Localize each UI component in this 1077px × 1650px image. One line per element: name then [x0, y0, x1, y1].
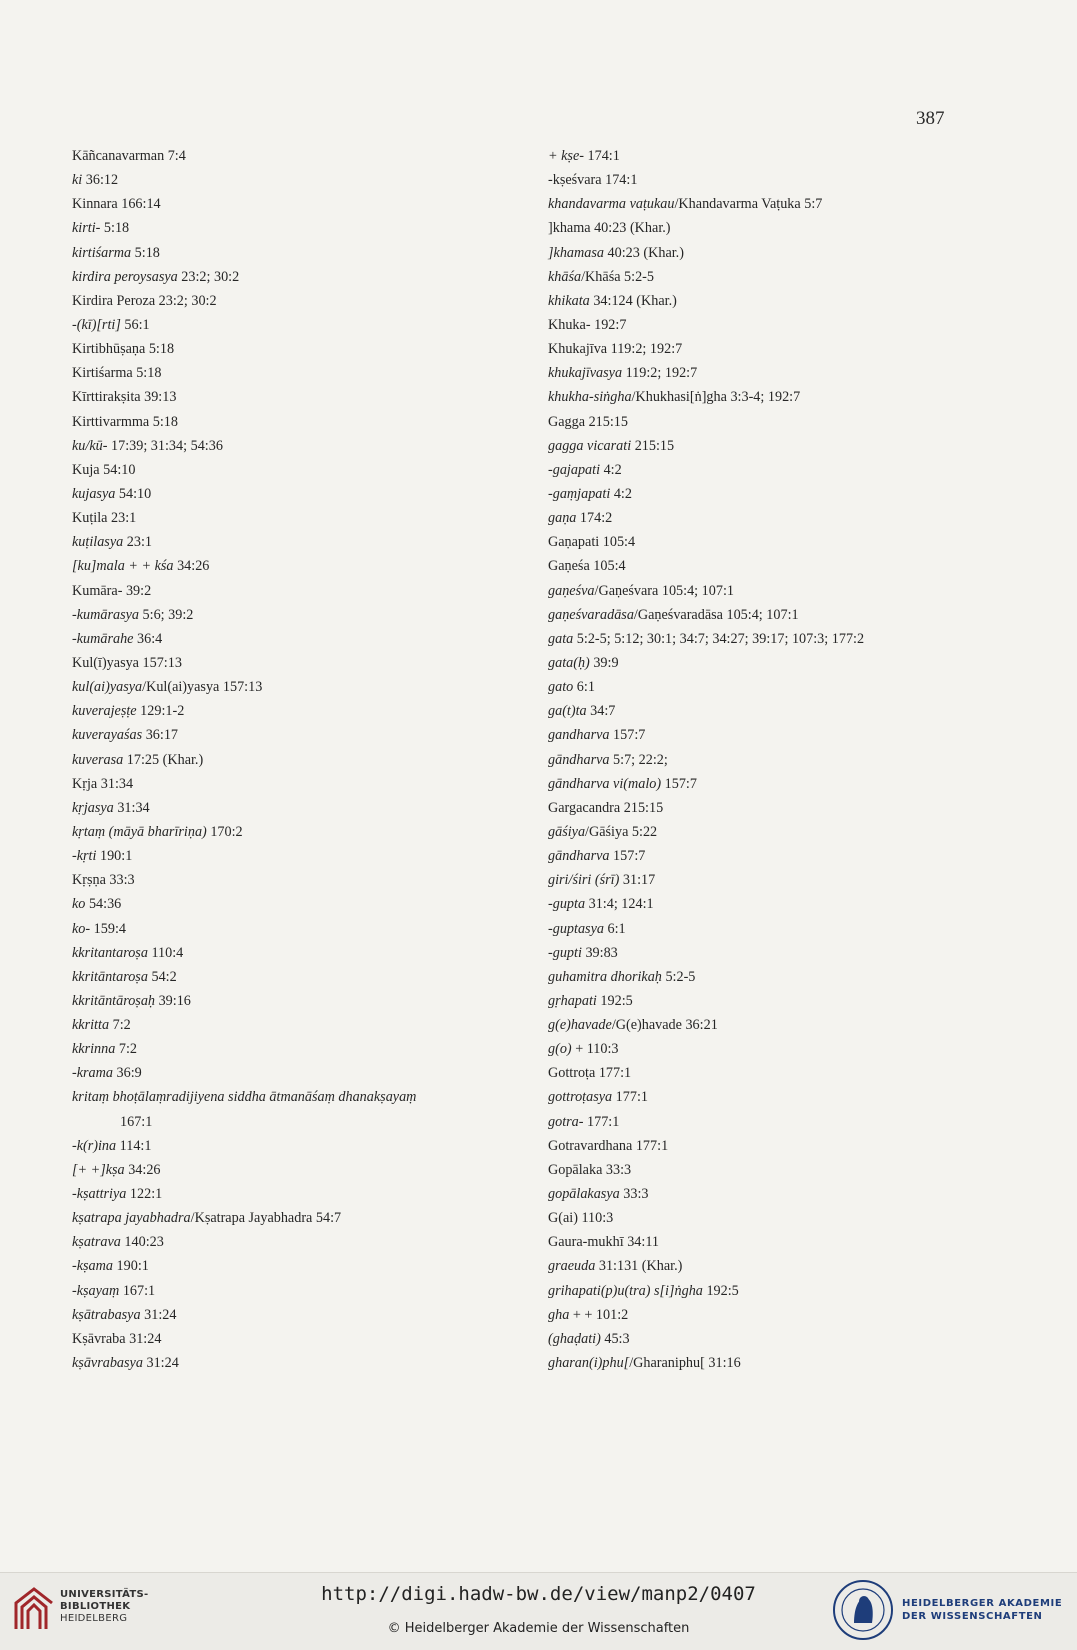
index-reference: 4:2 [600, 461, 622, 478]
index-term: gāśiya [548, 823, 586, 840]
index-entry [72, 675, 502, 699]
index-entry [548, 241, 968, 265]
index-reference: 34:124 (Khar.) [589, 292, 677, 309]
index-term: kirtiśarma [72, 244, 132, 261]
index-term: -(kī)[rti] [72, 316, 121, 333]
index-term: -k(r)ina [72, 1137, 117, 1154]
index-term: g(o) [548, 1041, 572, 1058]
index-reference: Kirdira Peroza 23:2; 30:2 [72, 292, 217, 309]
index-entry [72, 748, 502, 772]
index-entry [548, 337, 968, 361]
index-term: ki [72, 172, 83, 189]
index-term: kkritāntaroṣa [72, 968, 148, 985]
index-reference: Kirtiśarma 5:18 [72, 365, 162, 382]
index-reference: 215:15 [631, 437, 675, 454]
index-term: khandavarma vaṭukau [548, 196, 675, 213]
index-reference: 122:1 [126, 1186, 163, 1203]
index-entry [548, 627, 968, 651]
index-entry [548, 1061, 968, 1085]
index-entry [548, 796, 968, 820]
index-entry [72, 1327, 502, 1351]
index-reference: /G(e)havade 36:21 [611, 1017, 718, 1034]
index-term: g(e)havade [548, 1017, 612, 1034]
index-term: khukajīvasya [548, 365, 623, 382]
index-reference: 114:1 [116, 1137, 152, 1154]
index-entry [72, 1061, 502, 1085]
index-term: khikata [548, 292, 590, 309]
index-reference: Gagga 215:15 [548, 413, 628, 430]
index-entry [548, 1327, 968, 1351]
index-entry [72, 868, 502, 892]
index-reference: 5:18 [100, 220, 130, 237]
page-url-link[interactable]: http://digi.hadw-bw.de/view/manp2/0407 [321, 1583, 756, 1605]
index-reference: Khukajīva 119:2; 192:7 [548, 341, 683, 358]
index-reference: Kṣāvraba 31:24 [72, 1330, 162, 1347]
index-reference: Gopālaka 33:3 [548, 1161, 632, 1178]
index-entry [72, 1254, 502, 1278]
index-entry [72, 1279, 502, 1303]
index-reference: 190:1 [96, 848, 133, 865]
index-reference: 177:1 [612, 1089, 648, 1106]
index-reference: -kṣeśvara 174:1 [548, 172, 638, 189]
index-entry [548, 385, 968, 409]
index-reference: /Gaṇeśvara 105:4; 107:1 [594, 582, 734, 599]
index-reference: /Khandavarma Vaṭuka 5:7 [674, 196, 823, 213]
index-reference: 23:1 [123, 534, 153, 551]
index-term: kkritantaroṣa [72, 944, 148, 961]
index-reference: 31:131 (Khar.) [595, 1258, 683, 1275]
index-term: kritaṃ bhoṭālaṃradijiyena siddha ātmanāśaṃ dhanakṣayaṃ [72, 1089, 417, 1106]
index-reference: 119:2; 192:7 [622, 365, 698, 382]
index-term: -kumārahe [72, 630, 134, 647]
index-entry [548, 168, 968, 192]
library-name-line: HEIDELBERG [60, 1613, 128, 1624]
index-entry [548, 313, 968, 337]
index-reference: 54:10 [115, 485, 152, 502]
index-reference: Kīrttirakṣita 39:13 [72, 389, 177, 406]
index-reference: /Khāśa 5:2-5 [581, 268, 655, 285]
index-term: gata [548, 630, 574, 647]
index-reference: 31:4; 124:1 [585, 896, 654, 913]
index-term: kujasya [72, 485, 116, 502]
index-reference: 34:26 [173, 558, 210, 575]
index-reference: 39:16 [155, 992, 191, 1009]
index-entry [72, 941, 502, 965]
page-number: 387 [916, 108, 945, 129]
index-term: giri/śiri (śrī) [548, 872, 620, 889]
index-term: + kṣe- [548, 148, 584, 164]
index-reference: 5:18 [131, 244, 160, 261]
index-entry [548, 1279, 968, 1303]
index-reference: 192:5 [702, 1282, 739, 1299]
index-entry [72, 965, 502, 989]
index-term: gaṇeśva [548, 582, 595, 599]
index-entry [72, 627, 502, 651]
index-term: gṛhapati [548, 992, 597, 1009]
index-reference: 39:83 [581, 944, 618, 961]
index-reference: 167:1 [119, 1282, 156, 1299]
index-entry [548, 1158, 968, 1182]
index-reference: 7:2 [109, 1017, 131, 1034]
index-term: kkrinna [72, 1041, 116, 1058]
index-entry [72, 1206, 502, 1230]
index-entry [72, 1158, 502, 1182]
index-term: gottroṭasya [548, 1089, 613, 1106]
index-entry [548, 651, 968, 675]
index-entry [72, 1013, 502, 1037]
index-entry [72, 168, 502, 192]
index-entry [548, 1351, 968, 1375]
index-reference: 174:1 [583, 148, 620, 164]
index-entry [72, 820, 502, 844]
index-term: [+ +]kṣa [72, 1161, 125, 1178]
index-reference: Kṛṣṇa 33:3 [72, 872, 135, 889]
index-entry [548, 1037, 968, 1061]
index-term: gha [548, 1306, 570, 1323]
academy-name [902, 1597, 1062, 1623]
index-reference: 5:2-5 [661, 968, 696, 985]
index-entry [72, 410, 502, 434]
index-reference: Khuka- 192:7 [548, 316, 627, 333]
index-entry [548, 506, 968, 530]
index-term: gato [548, 679, 574, 696]
index-entry [548, 1013, 968, 1037]
index-term: kṛjasya [72, 799, 114, 816]
index-entry [548, 216, 968, 240]
index-term: ]khamasa [548, 244, 604, 261]
index-entry [548, 989, 968, 1013]
index-term: kirdira peroysasya [72, 268, 178, 285]
index-term: -gajapati [548, 461, 601, 478]
index-entry [72, 337, 502, 361]
index-entry [548, 892, 968, 916]
index-reference: 157:7 [661, 775, 697, 792]
index-reference: 159:4 [90, 920, 126, 937]
index-reference: 167:1 [120, 1113, 153, 1130]
index-term: gāndharva [548, 848, 610, 865]
index-term: -kṣama [72, 1258, 113, 1275]
index-entry [548, 289, 968, 313]
index-term: -guptasya [548, 920, 604, 937]
index-reference: 45:3 [600, 1330, 630, 1347]
index-term: -kṣattriya [72, 1186, 127, 1203]
index-reference: 31:24 [140, 1306, 177, 1323]
index-reference: Gaura-mukhī 34:11 [548, 1234, 659, 1251]
index-term: (ghaḍati) [548, 1330, 601, 1347]
index-entry [548, 699, 968, 723]
index-term: gata(ḥ) [548, 654, 590, 671]
academy-seal-icon [832, 1579, 894, 1641]
index-entry [548, 917, 968, 941]
index-reference: /Kul(ai)yasya 157:13 [142, 679, 263, 696]
index-term: -kṣayaṃ [72, 1282, 120, 1299]
index-entry [548, 748, 968, 772]
index-reference: 4:2 [610, 485, 632, 502]
index-term: [ku]mala + + kśa [72, 558, 174, 575]
index-entry [548, 1230, 968, 1254]
index-entry [548, 410, 968, 434]
index-entry [72, 603, 502, 627]
index-entry [548, 941, 968, 965]
index-term: -gupta [548, 896, 586, 913]
index-reference: 174:2 [576, 510, 613, 527]
index-reference: 31:24 [142, 1355, 179, 1372]
index-entry [548, 1110, 968, 1134]
index-entry [548, 1085, 968, 1109]
index-reference: /Gharaniphu[ 31:16 [629, 1355, 741, 1372]
index-reference: 36:17 [142, 727, 179, 744]
index-term: kkritāntāroṣaḥ [72, 992, 156, 1009]
index-term: gotra- [548, 1113, 584, 1130]
index-term: gharan(i)phu[ [548, 1355, 630, 1372]
index-term: gaṇa [548, 510, 577, 527]
index-entry [548, 868, 968, 892]
index-entry [548, 603, 968, 627]
index-entry [72, 892, 502, 916]
index-reference: 40:23 (Khar.) [603, 244, 684, 261]
index-reference: /Khukhasi[ṅ]gha 3:3-4; 192:7 [631, 389, 801, 406]
index-reference: 39:9 [589, 654, 619, 671]
copyright-notice: © Heidelberger Akademie der Wissenschaften [387, 1621, 690, 1636]
index-term: khāśa [548, 268, 582, 285]
index-reference: 33:3 [619, 1186, 649, 1203]
index-reference: /Kṣatrapa Jayabhadra 54:7 [190, 1210, 342, 1227]
index-term: kṣāvrabasya [72, 1355, 143, 1372]
index-term: ku/kū- [72, 437, 108, 454]
index-entry [72, 361, 502, 385]
index-entry [72, 651, 502, 675]
index-entry [548, 1182, 968, 1206]
index-entry [548, 458, 968, 482]
index-term: guhamitra dhorikaḥ [548, 968, 662, 985]
index-reference: 54:2 [147, 968, 177, 985]
index-term: grihapati(p)u(tra) s[i]ṅgha [548, 1282, 703, 1299]
index-entry [72, 554, 502, 578]
index-entry [72, 1037, 502, 1061]
index-entry [72, 385, 502, 409]
index-entry [72, 241, 502, 265]
index-reference: 157:7 [609, 727, 646, 744]
index-reference: + + 101:2 [569, 1306, 629, 1323]
index-reference: 5:2-5; 5:12; 30:1; 34:7; 34:27; 39:17; 107:3; 177:2 [573, 630, 865, 647]
index-reference: Kirttivarmma 5:18 [72, 413, 178, 430]
index-reference: Gaṇapati 105:4 [548, 534, 636, 551]
index-term: kṣatrava [72, 1234, 121, 1251]
index-term: gopālakasya [548, 1186, 620, 1203]
index-reference: Kuja 54:10 [72, 461, 136, 478]
index-reference: Gargacandra 215:15 [548, 799, 664, 816]
index-reference: Kṛja 31:34 [72, 775, 134, 792]
index-reference: Kāñcanavarman 7:4 [72, 148, 186, 164]
index-term: kkritta [72, 1017, 110, 1034]
index-reference: G(ai) 110:3 [548, 1210, 614, 1227]
academy-name-line: DER WISSENSCHAFTEN [902, 1611, 1043, 1622]
index-reference: /Gaṇeśvaradāsa 105:4; 107:1 [633, 606, 799, 623]
index-entry [72, 1134, 502, 1158]
index-column-left [72, 144, 502, 1375]
index-term: kuṭilasya [72, 534, 124, 551]
index-reference: Gaṇeśa 105:4 [548, 558, 626, 575]
index-reference: 23:2; 30:2 [177, 268, 240, 285]
index-term: -gaṃjapati [548, 485, 611, 502]
index-reference: 129:1-2 [136, 703, 185, 720]
index-entry [72, 434, 502, 458]
index-reference: 6:1 [573, 679, 595, 696]
index-entry [548, 965, 968, 989]
index-entry [548, 1206, 968, 1230]
index-reference: 54:36 [85, 896, 122, 913]
index-entry [548, 144, 968, 168]
index-reference: 36:4 [133, 630, 163, 647]
index-reference: 36:9 [112, 1065, 142, 1082]
index-entry [548, 434, 968, 458]
index-entry [72, 989, 502, 1013]
index-term: kul(ai)yasya [72, 679, 143, 696]
index-reference: 36:12 [82, 172, 119, 189]
index-reference: 5:6; 39:2 [138, 606, 194, 623]
library-name-line: BIBLIOTHEK [60, 1601, 131, 1612]
index-term: ko [72, 896, 86, 913]
index-reference: 177:1 [583, 1113, 620, 1130]
index-entry [72, 289, 502, 313]
index-reference: Gotravardhana 177:1 [548, 1137, 669, 1154]
index-reference: Kuṭila 23:1 [72, 510, 137, 527]
index-entry [548, 554, 968, 578]
index-entry [72, 579, 502, 603]
index-entry [72, 216, 502, 240]
index-entry [548, 820, 968, 844]
index-reference: 157:7 [609, 848, 646, 865]
academy-name-line: HEIDELBERGER AKADEMIE [902, 1598, 1063, 1609]
index-entry [72, 1351, 502, 1375]
index-entry [72, 482, 502, 506]
index-reference: 34:7 [586, 703, 616, 720]
index-entry [72, 1085, 502, 1109]
index-reference: Kumāra- 39:2 [72, 582, 152, 599]
index-reference: 140:23 [120, 1234, 164, 1251]
index-term: kuverasa [72, 751, 124, 768]
index-entry [72, 192, 502, 216]
index-reference: 17:25 (Khar.) [123, 751, 204, 768]
index-entry [548, 530, 968, 554]
index-entry [72, 458, 502, 482]
index-entry [548, 192, 968, 216]
index-entry [548, 265, 968, 289]
viewer-footer [0, 1572, 1077, 1650]
index-entry [72, 1110, 502, 1134]
index-entry [72, 1230, 502, 1254]
index-entry [548, 1303, 968, 1327]
index-term: kṣātrabasya [72, 1306, 141, 1323]
index-reference: 56:1 [120, 316, 150, 333]
index-term: khukha-siṅgha [548, 389, 632, 406]
index-entry [548, 361, 968, 385]
index-term: gāndharva [548, 751, 610, 768]
index-entry [72, 313, 502, 337]
index-term: gagga vicarati [548, 437, 632, 454]
index-reference: 6:1 [603, 920, 626, 937]
index-term: ko- [72, 920, 91, 937]
index-term: ga(t)ta [548, 703, 587, 720]
index-term: graeuda [548, 1258, 596, 1275]
index-term: kṛtaṃ (māyā bharīriṇa) [72, 823, 207, 840]
index-reference: 17:39; 31:34; 54:36 [107, 437, 223, 454]
index-reference: /Gāśiya 5:22 [585, 823, 658, 840]
index-reference: 5:7; 22:2; [609, 751, 668, 768]
index-reference: + 110:3 [571, 1041, 619, 1058]
index-entry [72, 917, 502, 941]
index-reference: ]khama 40:23 (Khar.) [548, 220, 671, 237]
index-entry [548, 1134, 968, 1158]
index-entry [548, 1254, 968, 1278]
index-reference: Gottroṭa 177:1 [548, 1065, 632, 1082]
index-reference: 192:5 [596, 992, 633, 1009]
index-reference: 170:2 [206, 823, 243, 840]
index-term: -gupti [548, 944, 582, 961]
index-entry [72, 723, 502, 747]
index-entry [72, 844, 502, 868]
index-term: -kṛti [72, 848, 97, 865]
library-name-line: UNIVERSITÄTS- [60, 1589, 149, 1600]
index-entry [72, 1182, 502, 1206]
index-term: -krama [72, 1065, 113, 1082]
index-entry [72, 530, 502, 554]
index-entry [72, 772, 502, 796]
index-entry [72, 144, 502, 168]
index-entry [72, 796, 502, 820]
index-column-right [548, 144, 968, 1375]
index-entry [548, 675, 968, 699]
index-entry [548, 579, 968, 603]
index-reference: 34:26 [124, 1161, 161, 1178]
index-entry [548, 723, 968, 747]
index-term: kirti- [72, 220, 101, 237]
index-reference: 31:17 [619, 872, 656, 889]
index-term: gandharva [548, 727, 610, 744]
index-reference: Kinnara 166:14 [72, 196, 161, 213]
index-entry [72, 699, 502, 723]
index-reference: 7:2 [115, 1041, 138, 1058]
index-reference: Kul(ī)yasya 157:13 [72, 654, 182, 671]
index-term: gāndharva vi(malo) [548, 775, 662, 792]
index-entry [548, 772, 968, 796]
index-entry [548, 844, 968, 868]
index-reference: Kirtibhūṣaṇa 5:18 [72, 341, 175, 358]
index-reference: 31:34 [113, 799, 150, 816]
index-reference: 190:1 [112, 1258, 149, 1275]
index-term: kuverayaśas [72, 727, 143, 744]
index-entry [72, 265, 502, 289]
index-entry [72, 1303, 502, 1327]
index-entry [548, 482, 968, 506]
index-term: kṣatrapa jayabhadra [72, 1210, 191, 1227]
index-term: gaṇeśvaradāsa [548, 606, 634, 623]
index-entry [72, 506, 502, 530]
index-term: -kumārasya [72, 606, 139, 623]
index-reference: 110:4 [147, 944, 184, 961]
index-term: kuverajeṣṭe [72, 703, 137, 720]
